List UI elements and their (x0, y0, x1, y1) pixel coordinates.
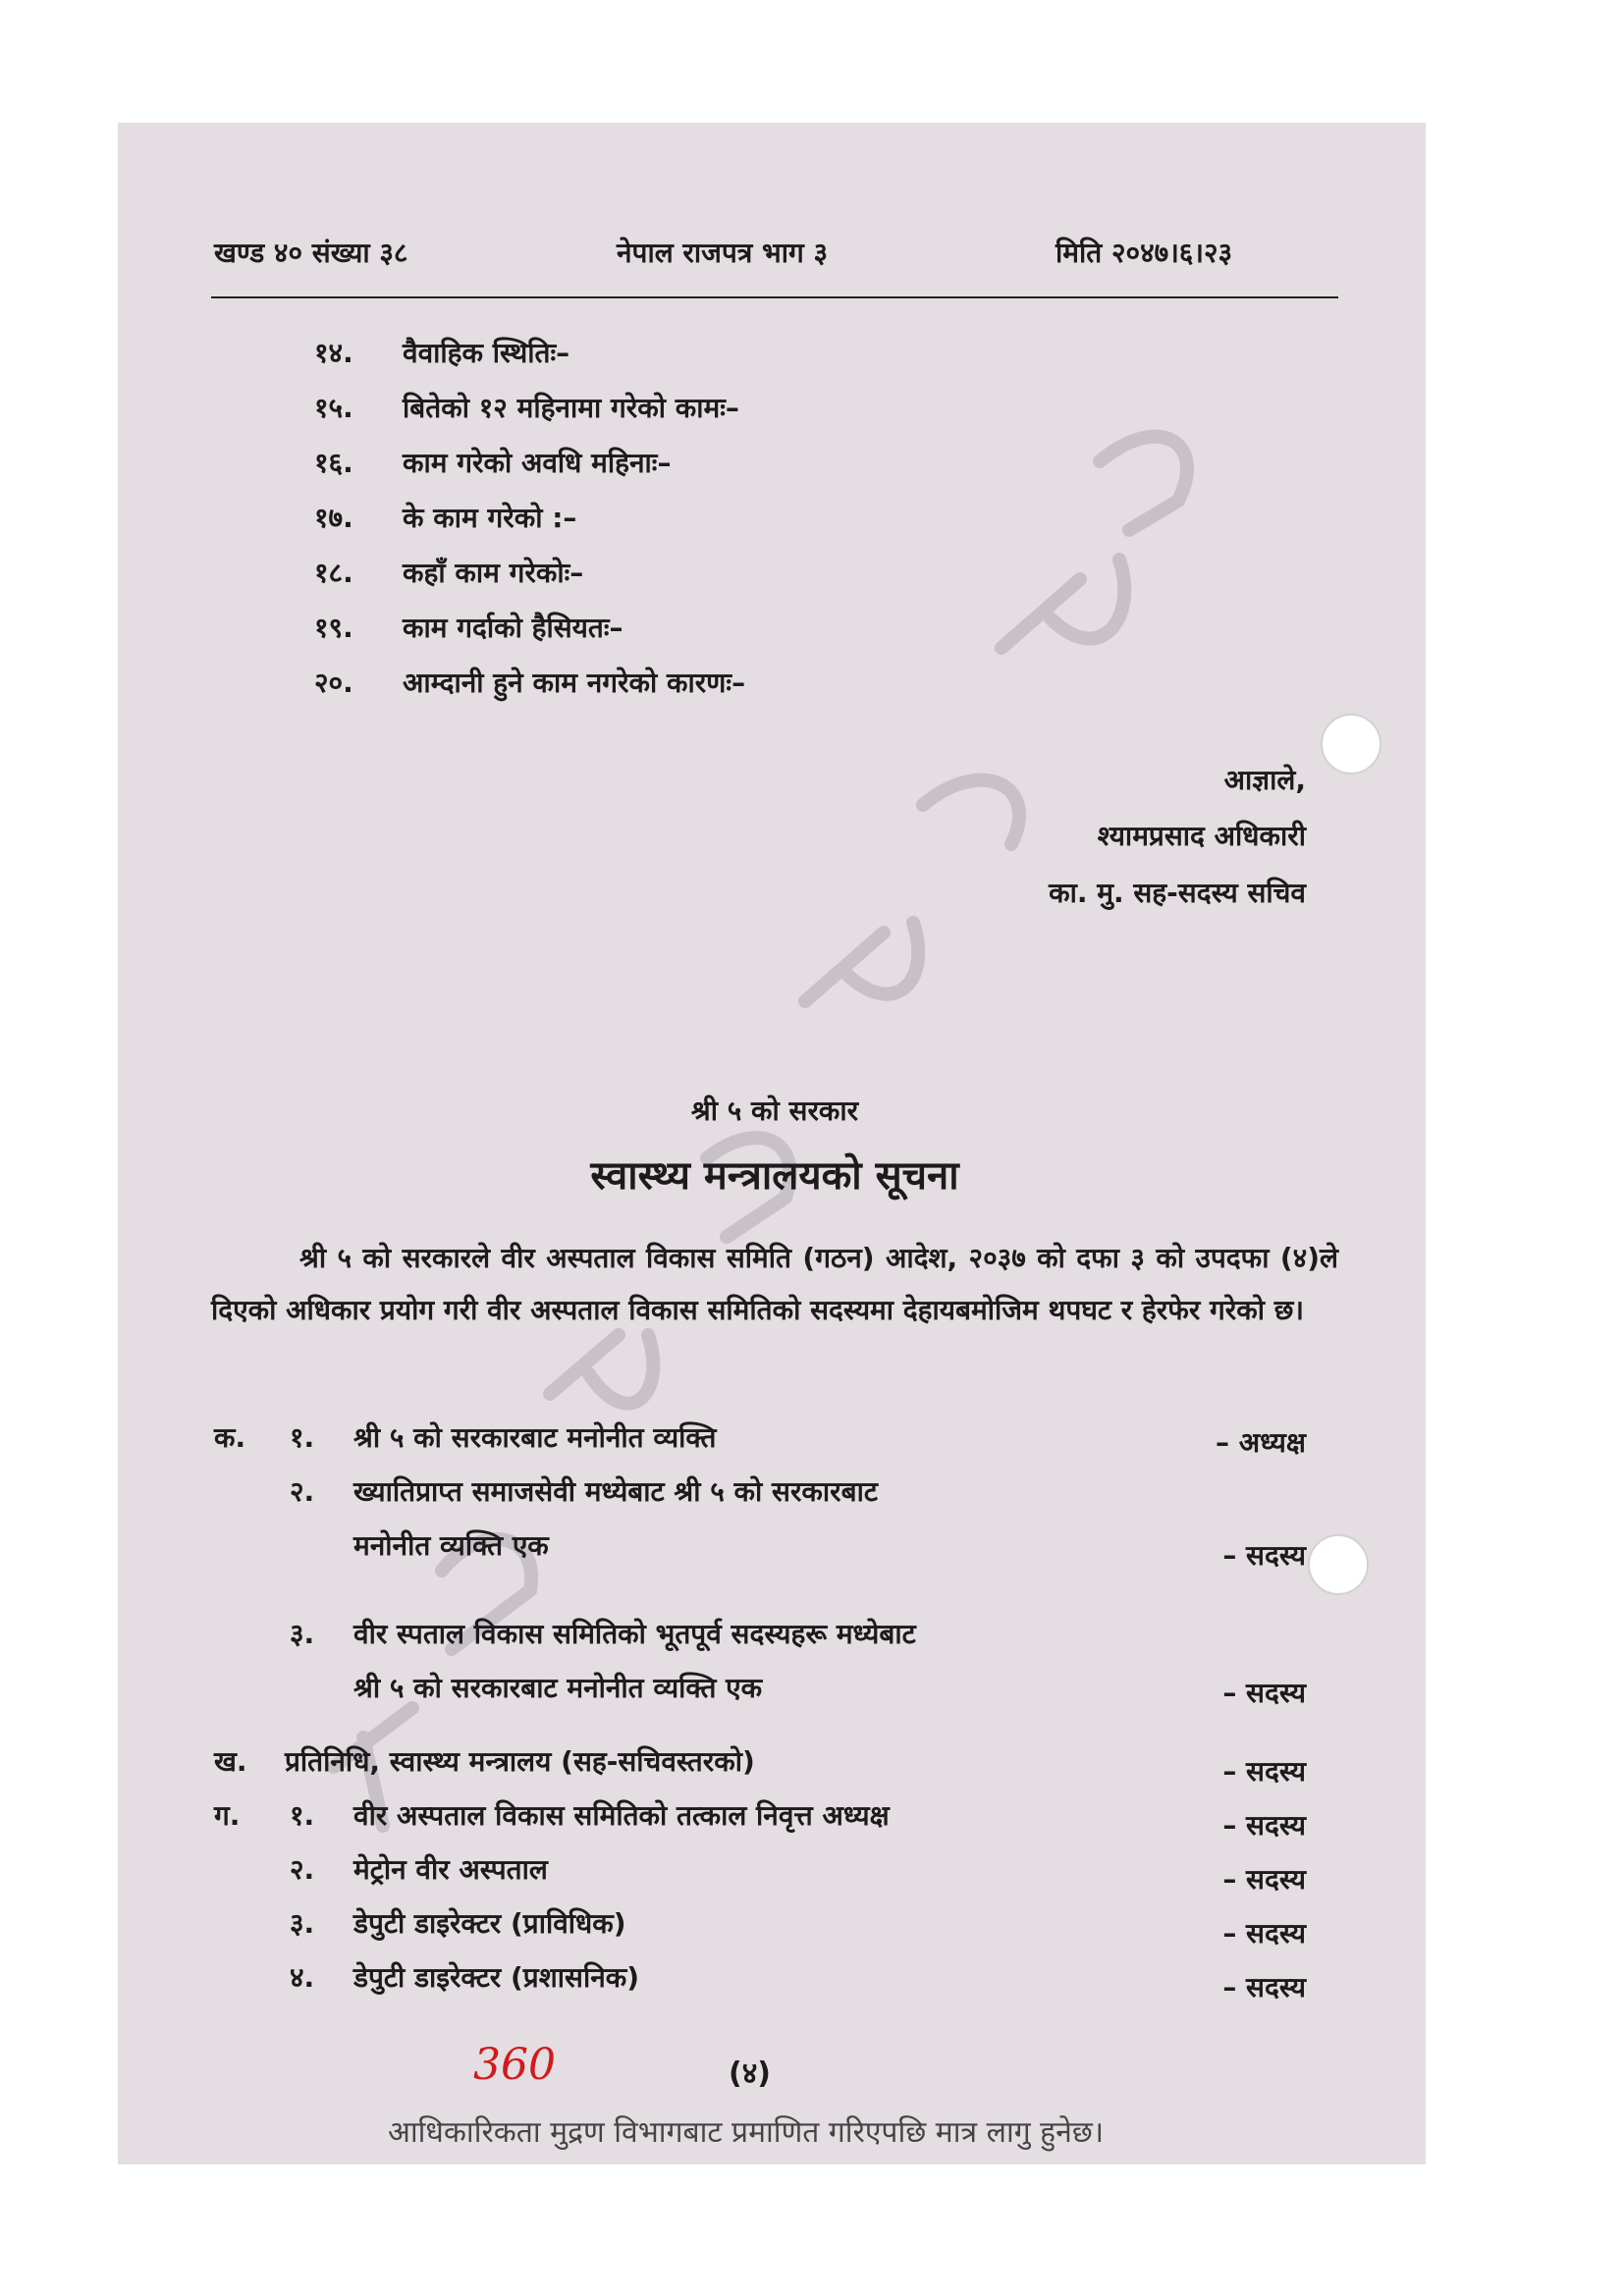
member-item-number: १. (290, 1799, 315, 1832)
member-group-letter: क. (214, 1421, 246, 1454)
form-item-label: काम गर्दाको हैसियतः– (403, 612, 623, 644)
form-item-label: आम्दानी हुने काम नगरेको कारणः– (403, 667, 746, 699)
form-item-number: १६. (314, 447, 353, 479)
form-item (314, 554, 583, 591)
page-number: (४) (729, 2056, 772, 2091)
form-item-number: १९. (314, 612, 353, 644)
member-item-number: ३. (290, 1907, 315, 1940)
member-role: – सदस्य (1222, 1755, 1306, 1788)
signature-designation: का. मु. सह-सदस्य सचिव (1049, 877, 1306, 909)
form-item-number: १७. (314, 502, 353, 534)
form-item (314, 389, 739, 426)
member-role: – सदस्य (1222, 1917, 1306, 1949)
form-item (314, 334, 569, 371)
handwritten-page-number: 360 (473, 2040, 556, 2090)
punch-hole (1308, 1534, 1369, 1595)
footer-authenticity-note: आधिकारिकता मुद्रण विभागबाट प्रमाणित गरिएपछि मात्र लागु हुनेछ। (388, 2115, 1105, 2150)
form-item-number: १४. (314, 337, 353, 369)
form-item-label: बितेको १२ महिनामा गरेको कामः– (403, 392, 739, 424)
member-item-number: २. (290, 1475, 315, 1508)
header-date: मिति २०४७।६।२३ (1056, 237, 1233, 269)
member-group-letter: ग. (214, 1799, 241, 1832)
member-item-number: १. (290, 1421, 315, 1454)
notice-body: श्री ५ को सरकारले वीर अस्पताल विकास समिति (गठन) आदेश, २०३७ को दफा ३ को उपदफा (४)ले दिएको अधिकार प्रयोग गरी वीर अस्पताल विकास समितिको सदस्यमा देहायबमोजिम थपघट र हेरफेर गरेको छ। (211, 1242, 1338, 1326)
form-item-label: कहाँ काम गरेकोः– (403, 557, 584, 589)
punch-hole (1321, 714, 1381, 774)
member-description: मेट्रोन वीर अस्पताल (353, 1853, 548, 1886)
member-group-letter: ख. (214, 1745, 247, 1778)
form-item (314, 499, 576, 536)
form-item-label: वैवाहिक स्थितिः– (403, 337, 570, 369)
member-role: – सदस्य (1222, 1863, 1306, 1896)
member-role: – अध्यक्ष (1216, 1426, 1306, 1459)
member-item-number: २. (290, 1853, 315, 1886)
member-item-number: ३. (290, 1618, 315, 1650)
member-role: – सदस्य (1222, 1677, 1306, 1709)
form-item-label: काम गरेको अवधि महिनाः– (403, 447, 672, 479)
member-description: मनोनीत व्यक्ति एक (353, 1529, 549, 1562)
form-item (314, 444, 671, 481)
notice-title: स्वास्थ्य मन्त्रालयको सूचना (590, 1153, 959, 1199)
header-gazette-title: नेपाल राजपत्र भाग ३ (617, 237, 829, 269)
member-description: वीर अस्पताल विकास समितिको तत्काल निवृत्त अध्यक्ष (353, 1799, 890, 1832)
member-description: डेपुटी डाइरेक्टर (प्रशासनिक) (353, 1961, 640, 1994)
signature-name: श्यामप्रसाद अधिकारी (1097, 820, 1306, 852)
member-description: श्री ५ को सरकारबाट मनोनीत व्यक्ति एक (353, 1672, 763, 1704)
form-item-number: २०. (314, 667, 353, 699)
header-volume-number: खण्ड ४० संख्या ३८ (214, 237, 408, 269)
member-description: वीर स्पताल विकास समितिको भूतपूर्व सदस्यहरू मध्येबाट (353, 1618, 916, 1650)
member-item-number: ४. (290, 1961, 315, 1994)
form-item (314, 609, 623, 646)
member-description: श्री ५ को सरकारबाट मनोनीत व्यक्ति (353, 1421, 717, 1454)
member-description: डेपुटी डाइरेक्टर (प्राविधिक) (353, 1907, 626, 1940)
form-item-label: के काम गरेको :– (403, 502, 577, 534)
member-role: – सदस्य (1222, 1539, 1306, 1572)
notice-issuer: श्री ५ को सरकार (690, 1095, 859, 1127)
form-item-number: १५. (314, 392, 353, 424)
diagonal-stamp-watermark (295, 294, 1276, 1963)
member-role: – सदस्य (1222, 1809, 1306, 1842)
member-role: – सदस्य (1222, 1971, 1306, 2003)
member-description: प्रतिनिधि, स्वास्थ्य मन्त्रालय (सह-सचिवस्तरको) (285, 1745, 755, 1778)
header-rule (211, 296, 1338, 298)
form-item (314, 664, 745, 701)
signature-order-line: आज्ञाले, (1223, 764, 1306, 796)
form-item-number: १८. (314, 557, 353, 589)
member-description: ख्यातिप्राप्त समाजसेवी मध्येबाट श्री ५ को सरकारबाट (353, 1475, 878, 1508)
